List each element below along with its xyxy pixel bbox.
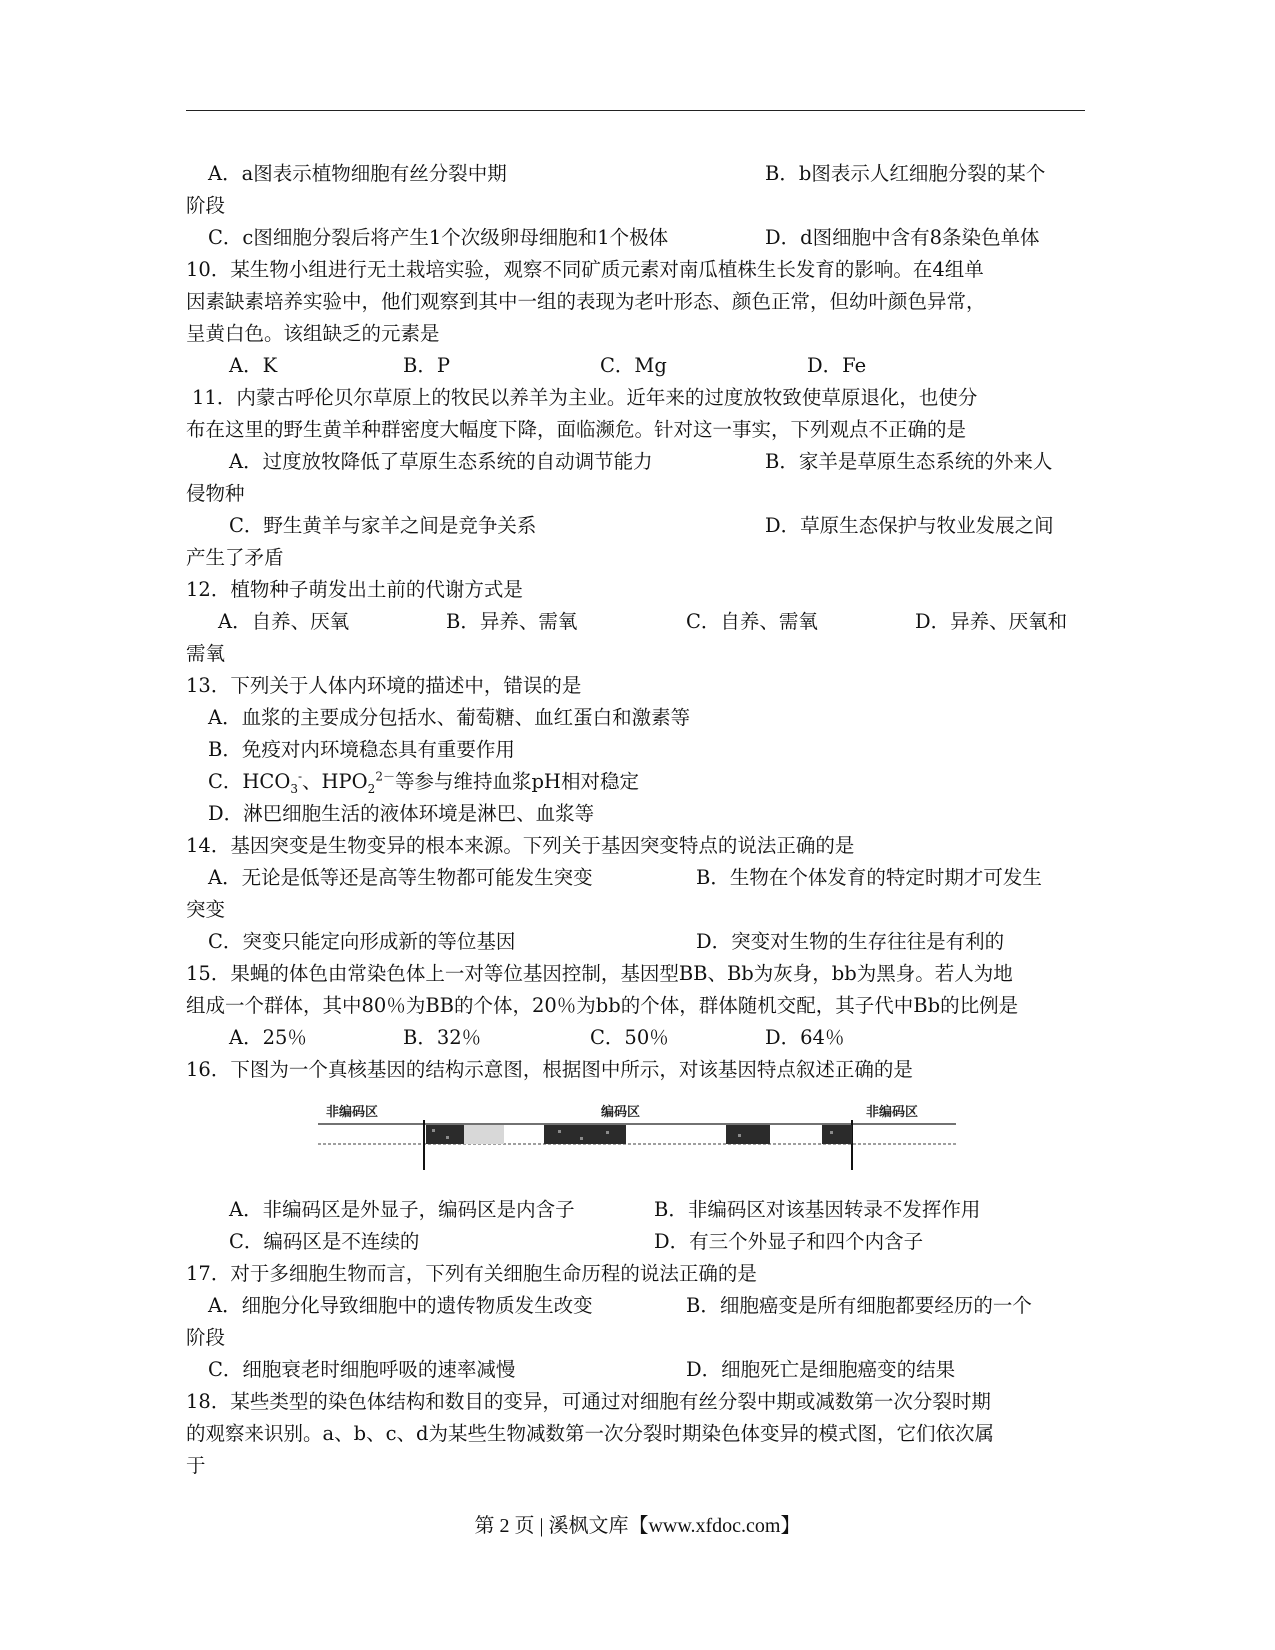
- text-segment: 突变: [186, 898, 226, 921]
- text-line: [0, 830, 1275, 862]
- text-segment: 阶段: [186, 194, 226, 217]
- hpo-subscript: 2: [367, 781, 376, 796]
- text-segment: 18．某些类型的染色体结构和数目的变异，可通过对细胞有丝分裂中期或减数第一次分裂时期: [186, 1390, 991, 1413]
- text-line: [0, 286, 1275, 318]
- text-line: [0, 414, 1275, 446]
- text-segment: A．K: [229, 354, 278, 377]
- text-line: [0, 862, 1275, 894]
- text-segment: D．有三个外显子和四个内含子: [654, 1230, 924, 1253]
- text-line: [0, 222, 1275, 254]
- question-13-option-c: [0, 766, 1275, 798]
- text-segment: D．64％: [765, 1026, 845, 1049]
- text-segment: D．细胞死亡是细胞癌变的结果: [686, 1358, 956, 1381]
- text-segment: 14．基因突变是生物变异的根本来源。下列关于基因突变特点的说法正确的是: [186, 834, 855, 857]
- text-segment: D．草原生态保护与牧业发展之间: [765, 514, 1054, 537]
- text-line: [0, 1450, 1275, 1482]
- intron-block-1: [464, 1125, 504, 1144]
- text-segment: D．d图细胞中含有8条染色单体: [765, 226, 1040, 249]
- text-segment: 12．植物种子萌发出土前的代谢方式是: [186, 578, 523, 601]
- text-segment: A．自养、厌氧: [218, 610, 350, 633]
- text-segment: B．P: [403, 354, 450, 377]
- header-rule: [186, 110, 1085, 111]
- label-noncoding-right: 非编码区: [866, 1105, 919, 1120]
- text-line: [0, 638, 1275, 670]
- hco3-subscript: 3: [290, 781, 298, 796]
- text-line: [0, 1054, 1275, 1086]
- text-segment: A．血浆的主要成分包括水、葡萄糖、血红蛋白和激素等: [208, 706, 691, 729]
- text-segment: B．b图表示人红细胞分裂的某个: [765, 162, 1046, 185]
- text-segment: 布在这里的野生黄羊种群密度大幅度下降，面临濒危。针对这一事实，下列观点不正确的是: [186, 418, 967, 441]
- text-segment: 16．下图为一个真核基因的结构示意图，根据图中所示，对该基因特点叙述正确的是: [186, 1058, 913, 1081]
- text-segment: 于: [186, 1454, 206, 1477]
- text-segment: A．25％: [229, 1026, 307, 1049]
- text-segment: 15．果蝇的体色由常染色体上一对等位基因控制，基因型BB、Bb为灰身，bb为黑身。若人为地: [186, 962, 1013, 985]
- text-segment: 组成一个群体，其中80％为BB的个体，20％为bb的个体，群体随机交配，其子代中Bb的比例是: [186, 994, 1019, 1017]
- text-line: [0, 702, 1275, 734]
- text-line: [0, 1322, 1275, 1354]
- text-segment: B．生物在个体发育的特定时期才可发生: [696, 866, 1042, 889]
- text-segment: D．Fe: [807, 354, 867, 377]
- text-segment: C．突变只能定向形成新的等位基因: [208, 930, 516, 953]
- text-segment: A．过度放牧降低了草原生态系统的自动调节能力: [229, 450, 653, 473]
- text-line: [0, 798, 1275, 830]
- text-segment: 11．内蒙古呼伦贝尔草原上的牧民以养羊为主业。近年来的过度放牧致使草原退化，也使分: [192, 386, 978, 409]
- text-line: [0, 1258, 1275, 1290]
- text-line: [0, 1194, 1275, 1226]
- text-segment: 呈黄白色。该组缺乏的元素是: [186, 322, 440, 345]
- text-segment: B．家羊是草原生态系统的外来人: [765, 450, 1053, 473]
- text-segment: A．非编码区是外显子，编码区是内含子: [229, 1198, 575, 1221]
- text-segment: 17．对于多细胞生物而言，下列有关细胞生命历程的说法正确的是: [186, 1262, 757, 1285]
- text-line: [0, 990, 1275, 1022]
- text-segment: C．细胞衰老时细胞呼吸的速率减慢: [208, 1358, 516, 1381]
- exon-block-3: [726, 1125, 770, 1144]
- text-segment: C．50％: [590, 1026, 669, 1049]
- text-line: [0, 958, 1275, 990]
- text-segment: D．异养、厌氧和: [915, 610, 1068, 633]
- text-segment: 侵物种: [186, 482, 245, 505]
- text-line: [0, 318, 1275, 350]
- label-coding: 编码区: [601, 1105, 641, 1120]
- text-segment: A．无论是低等还是高等生物都可能发生突变: [208, 866, 593, 889]
- text-line: [0, 382, 1275, 414]
- text-line: [0, 1290, 1275, 1322]
- gene-structure-diagram: [318, 1098, 958, 1172]
- text-segment: B．免疫对内环境稳态具有重要作用: [208, 738, 515, 761]
- text-segment: D．淋巴细胞生活的液体环境是淋巴、血浆等: [208, 802, 595, 825]
- text-segment: 10．某生物小组进行无土栽培实验，观察不同矿质元素对南瓜植株生长发育的影响。在4组单: [186, 258, 984, 281]
- text-segment: C．野生黄羊与家羊之间是竞争关系: [229, 514, 537, 537]
- text-line: [0, 446, 1275, 478]
- text-segment: 需氧: [186, 642, 226, 665]
- text-line: [0, 254, 1275, 286]
- option-c-prefix: C．HCO: [208, 770, 291, 793]
- text-line: [0, 542, 1275, 574]
- text-segment: 产生了矛盾: [186, 546, 284, 569]
- text-segment: 因素缺素培养实验中，他们观察到其中一组的表现为老叶形态、颜色正常，但幼叶颜色异常，: [186, 290, 986, 313]
- exon-block-4: [822, 1125, 852, 1144]
- text-line: [0, 1354, 1275, 1386]
- text-line: [0, 670, 1275, 702]
- option-c-suffix: 等参与维持血浆pH相对稳定: [394, 770, 639, 793]
- text-line: [0, 190, 1275, 222]
- text-segment: D．突变对生物的生存往往是有利的: [696, 930, 1005, 953]
- text-line: [0, 734, 1275, 766]
- text-line: [0, 1226, 1275, 1258]
- text-segment: A．a图表示植物细胞有丝分裂中期: [208, 162, 507, 185]
- text-segment: B．非编码区对该基因转录不发挥作用: [654, 1198, 981, 1221]
- text-segment: C．Mg: [600, 354, 667, 377]
- text-segment: C．自养、需氧: [686, 610, 818, 633]
- text-line: [0, 894, 1275, 926]
- text-line: [0, 158, 1275, 190]
- text-line: [0, 478, 1275, 510]
- text-segment: B．异养、需氧: [446, 610, 578, 633]
- exon-block-2: [544, 1125, 626, 1144]
- hpo-charge: 2－: [375, 769, 395, 784]
- option-c-mid: 、HPO: [302, 770, 368, 793]
- text-line: [0, 1022, 1275, 1054]
- hco3-charge: -: [297, 769, 303, 784]
- text-segment: 阶段: [186, 1326, 226, 1349]
- text-segment: 的观察来识别。a、b、c、d为某些生物减数第一次分裂时期染色体变异的模式图，它们依次属: [186, 1422, 995, 1445]
- text-line: [0, 510, 1275, 542]
- page-footer: 第 2 页 | 溪枫文库【www.xfdoc.com】: [474, 1515, 801, 1537]
- text-segment: B．32％: [403, 1026, 482, 1049]
- text-segment: C．c图细胞分裂后将产生1个次级卵母细胞和1个极体: [208, 226, 669, 249]
- text-segment: A．细胞分化导致细胞中的遗传物质发生改变: [208, 1294, 593, 1317]
- label-noncoding-left: 非编码区: [326, 1105, 379, 1120]
- exon-block-1: [426, 1125, 464, 1144]
- text-line: [0, 1418, 1275, 1450]
- text-line: [0, 606, 1275, 638]
- text-segment: B．细胞癌变是所有细胞都要经历的一个: [686, 1294, 1032, 1317]
- text-line: [0, 350, 1275, 382]
- text-segment: 13．下列关于人体内环境的描述中，错误的是: [186, 674, 582, 697]
- text-segment: C．编码区是不连续的: [229, 1230, 420, 1253]
- text-line: [0, 574, 1275, 606]
- text-line: [0, 1386, 1275, 1418]
- text-line: [0, 926, 1275, 958]
